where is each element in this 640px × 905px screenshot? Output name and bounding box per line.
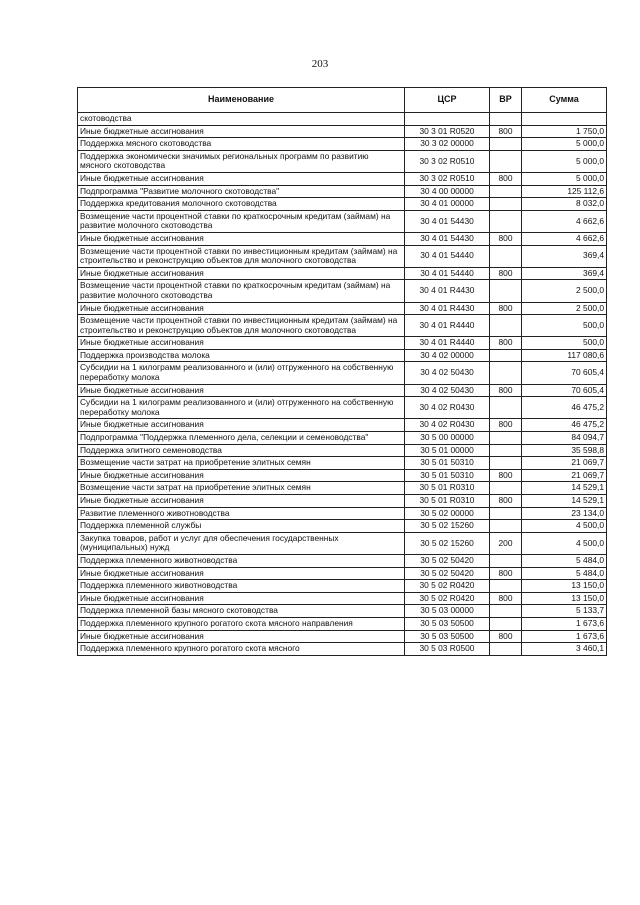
table-row xyxy=(78,280,607,302)
table-row xyxy=(78,643,607,656)
row-name-cell: Возмещение части процентной ставки по краткосрочным кредитам (займам) на развитие молочного скотоводства xyxy=(78,280,405,302)
page-number: 203 xyxy=(311,58,329,70)
row-sum-cell: 117 080,6 xyxy=(522,349,607,362)
row-csr-cell: 30 5 03 50500 xyxy=(405,617,490,630)
table-row xyxy=(78,419,607,432)
row-sum-cell: 8 032,0 xyxy=(522,198,607,211)
row-sum-cell: 84 094,7 xyxy=(522,432,607,445)
row-vr-cell: 800 xyxy=(490,267,522,280)
table-row xyxy=(78,150,607,172)
row-vr-cell xyxy=(490,280,522,302)
row-vr-cell xyxy=(490,185,522,198)
row-vr-cell: 800 xyxy=(490,172,522,185)
table-row xyxy=(78,125,607,138)
row-vr-cell: 800 xyxy=(490,337,522,350)
row-vr-cell xyxy=(490,507,522,520)
row-sum-cell: 5 484,0 xyxy=(522,554,607,567)
row-sum-cell: 4 662,6 xyxy=(522,232,607,245)
row-name-cell: Подпрограмма "Поддержка племенного дела, селекции и семеноводства" xyxy=(78,432,405,445)
row-sum-cell: 13 150,0 xyxy=(522,580,607,593)
row-sum-cell: 13 150,0 xyxy=(522,592,607,605)
table-row xyxy=(78,349,607,362)
table-row xyxy=(78,580,607,593)
row-sum-cell: 5 133,7 xyxy=(522,605,607,618)
row-name-cell: Поддержка племенного животноводства xyxy=(78,580,405,593)
row-sum-cell: 1 673,6 xyxy=(522,630,607,643)
row-sum-cell: 35 598,8 xyxy=(522,444,607,457)
row-sum-cell: 1 750,0 xyxy=(522,125,607,138)
row-name-cell: Поддержка племенного крупного рогатого скота мясного направления xyxy=(78,617,405,630)
row-sum-cell: 14 529,1 xyxy=(522,495,607,508)
header-vr: ВР xyxy=(490,88,522,113)
row-sum-cell: 500,0 xyxy=(522,315,607,337)
row-vr-cell: 800 xyxy=(490,469,522,482)
row-csr-cell: 30 4 01 54430 xyxy=(405,232,490,245)
row-name-cell: Иные бюджетные ассигнования xyxy=(78,302,405,315)
header-name: Наименование xyxy=(78,88,405,113)
row-csr-cell: 30 5 01 R0310 xyxy=(405,482,490,495)
row-vr-cell xyxy=(490,432,522,445)
row-vr-cell: 800 xyxy=(490,125,522,138)
row-csr-cell: 30 4 02 R0430 xyxy=(405,419,490,432)
row-name-cell: Иные бюджетные ассигнования xyxy=(78,125,405,138)
table-row xyxy=(78,482,607,495)
row-sum-cell: 4 662,6 xyxy=(522,210,607,232)
row-sum-cell: 46 475,2 xyxy=(522,419,607,432)
row-name-cell: Иные бюджетные ассигнования xyxy=(78,232,405,245)
table-row xyxy=(78,245,607,267)
row-vr-cell xyxy=(490,457,522,470)
row-csr-cell: 30 5 01 50310 xyxy=(405,469,490,482)
row-name-cell: Возмещение части затрат на приобретение элитных семян xyxy=(78,482,405,495)
row-vr-cell xyxy=(490,362,522,384)
row-sum-cell: 5 000,0 xyxy=(522,172,607,185)
row-vr-cell xyxy=(490,605,522,618)
row-sum-cell: 2 500,0 xyxy=(522,280,607,302)
row-name-cell: Закупка товаров, работ и услуг для обеспечения государственных (муниципальных) нужд xyxy=(78,532,405,554)
row-sum-cell: 21 069,7 xyxy=(522,457,607,470)
row-sum-cell: 1 673,6 xyxy=(522,617,607,630)
table-row xyxy=(78,554,607,567)
row-name-cell: Поддержка экономически значимых региональных программ по развитию мясного скотоводства xyxy=(78,150,405,172)
row-csr-cell: 30 4 01 R4430 xyxy=(405,302,490,315)
row-vr-cell xyxy=(490,113,522,126)
row-sum-cell: 500,0 xyxy=(522,337,607,350)
row-vr-cell: 200 xyxy=(490,532,522,554)
table-row xyxy=(78,605,607,618)
row-name-cell: Поддержка племенного крупного рогатого скота мясного xyxy=(78,643,405,656)
row-sum-cell: 46 475,2 xyxy=(522,397,607,419)
row-name-cell: Иные бюджетные ассигнования xyxy=(78,172,405,185)
header-csr: ЦСР xyxy=(405,88,490,113)
table-row xyxy=(78,520,607,533)
row-name-cell: Иные бюджетные ассигнования xyxy=(78,567,405,580)
row-vr-cell xyxy=(490,150,522,172)
row-csr-cell: 30 4 01 R4440 xyxy=(405,337,490,350)
table-row xyxy=(78,469,607,482)
row-name-cell: Поддержка мясного скотоводства xyxy=(78,138,405,151)
row-csr-cell: 30 3 01 R0520 xyxy=(405,125,490,138)
row-vr-cell: 800 xyxy=(490,567,522,580)
row-vr-cell: 800 xyxy=(490,630,522,643)
row-name-cell: Подпрограмма "Развитие молочного скотоводства" xyxy=(78,185,405,198)
row-name-cell: Иные бюджетные ассигнования xyxy=(78,469,405,482)
row-name-cell: Иные бюджетные ассигнования xyxy=(78,384,405,397)
row-name-cell: скотоводства xyxy=(78,113,405,126)
table-row xyxy=(78,138,607,151)
row-csr-cell: 30 4 00 00000 xyxy=(405,185,490,198)
table-row xyxy=(78,337,607,350)
row-name-cell: Иные бюджетные ассигнования xyxy=(78,592,405,605)
row-name-cell: Иные бюджетные ассигнования xyxy=(78,630,405,643)
row-csr-cell: 30 4 01 00000 xyxy=(405,198,490,211)
row-name-cell: Субсидии на 1 килограмм реализованного и (или) отгруженного на собственную переработку молока xyxy=(78,362,405,384)
row-name-cell: Поддержка производства молока xyxy=(78,349,405,362)
row-csr-cell: 30 4 01 54440 xyxy=(405,267,490,280)
table-body xyxy=(78,113,607,656)
row-sum-cell: 70 605,4 xyxy=(522,384,607,397)
table-row xyxy=(78,457,607,470)
row-sum-cell: 4 500,0 xyxy=(522,532,607,554)
table-row xyxy=(78,592,607,605)
row-csr-cell: 30 4 02 R0430 xyxy=(405,397,490,419)
row-vr-cell xyxy=(490,349,522,362)
row-csr-cell xyxy=(405,113,490,126)
row-name-cell: Возмещение части затрат на приобретение элитных семян xyxy=(78,457,405,470)
row-name-cell: Иные бюджетные ассигнования xyxy=(78,337,405,350)
row-name-cell: Возмещение части процентной ставки по инвестиционным кредитам (займам) на строительство и реконструкцию объектов для молочного скотоводства xyxy=(78,245,405,267)
row-csr-cell: 30 5 01 R0310 xyxy=(405,495,490,508)
row-csr-cell: 30 5 00 00000 xyxy=(405,432,490,445)
row-name-cell: Поддержка элитного семеноводства xyxy=(78,444,405,457)
row-sum-cell: 2 500,0 xyxy=(522,302,607,315)
table-row xyxy=(78,172,607,185)
row-name-cell: Возмещение части процентной ставки по инвестиционным кредитам (займам) на строительство и реконструкцию объектов для молочного скотоводства xyxy=(78,315,405,337)
table-row xyxy=(78,198,607,211)
row-csr-cell: 30 4 01 R4440 xyxy=(405,315,490,337)
table-row xyxy=(78,210,607,232)
row-vr-cell xyxy=(490,210,522,232)
table-row xyxy=(78,397,607,419)
table-row xyxy=(78,362,607,384)
row-name-cell: Поддержка кредитования молочного скотоводства xyxy=(78,198,405,211)
row-csr-cell: 30 3 02 00000 xyxy=(405,138,490,151)
row-name-cell: Субсидии на 1 килограмм реализованного и (или) отгруженного на собственную переработку молока xyxy=(78,397,405,419)
table-row xyxy=(78,315,607,337)
row-sum-cell xyxy=(522,113,607,126)
row-vr-cell: 800 xyxy=(490,495,522,508)
row-name-cell: Возмещение части процентной ставки по краткосрочным кредитам (займам) на развитие молочного скотоводства xyxy=(78,210,405,232)
table-row xyxy=(78,302,607,315)
row-name-cell: Развитие племенного животноводства xyxy=(78,507,405,520)
row-csr-cell: 30 5 02 50420 xyxy=(405,554,490,567)
table-row xyxy=(78,444,607,457)
table-row xyxy=(78,617,607,630)
row-name-cell: Иные бюджетные ассигнования xyxy=(78,495,405,508)
table-row xyxy=(78,532,607,554)
row-vr-cell xyxy=(490,617,522,630)
table-row xyxy=(78,630,607,643)
table-row xyxy=(78,384,607,397)
row-vr-cell xyxy=(490,554,522,567)
row-vr-cell xyxy=(490,444,522,457)
table-row xyxy=(78,232,607,245)
row-sum-cell: 4 500,0 xyxy=(522,520,607,533)
table-row xyxy=(78,432,607,445)
row-csr-cell: 30 5 01 50310 xyxy=(405,457,490,470)
row-vr-cell: 800 xyxy=(490,232,522,245)
row-vr-cell xyxy=(490,245,522,267)
row-name-cell: Поддержка племенного животноводства xyxy=(78,554,405,567)
row-sum-cell: 21 069,7 xyxy=(522,469,607,482)
row-csr-cell: 30 5 01 00000 xyxy=(405,444,490,457)
row-name-cell: Поддержка племенной базы мясного скотоводства xyxy=(78,605,405,618)
row-csr-cell: 30 5 03 50500 xyxy=(405,630,490,643)
row-sum-cell: 70 605,4 xyxy=(522,362,607,384)
row-vr-cell: 800 xyxy=(490,384,522,397)
row-csr-cell: 30 5 02 R0420 xyxy=(405,592,490,605)
row-sum-cell: 14 529,1 xyxy=(522,482,607,495)
row-vr-cell: 800 xyxy=(490,592,522,605)
row-name-cell: Иные бюджетные ассигнования xyxy=(78,267,405,280)
row-sum-cell: 369,4 xyxy=(522,267,607,280)
row-vr-cell xyxy=(490,482,522,495)
row-sum-cell: 5 000,0 xyxy=(522,138,607,151)
row-vr-cell: 800 xyxy=(490,302,522,315)
table-row xyxy=(78,567,607,580)
row-csr-cell: 30 5 02 50420 xyxy=(405,567,490,580)
row-csr-cell: 30 4 01 R4430 xyxy=(405,280,490,302)
row-csr-cell: 30 3 02 R0510 xyxy=(405,150,490,172)
row-csr-cell: 30 4 02 00000 xyxy=(405,349,490,362)
row-name-cell: Иные бюджетные ассигнования xyxy=(78,419,405,432)
row-sum-cell: 5 000,0 xyxy=(522,150,607,172)
table-row xyxy=(78,267,607,280)
budget-table xyxy=(77,87,607,656)
table-row xyxy=(78,113,607,126)
header-sum: Сумма xyxy=(522,88,607,113)
row-sum-cell: 5 484,0 xyxy=(522,567,607,580)
table-row xyxy=(78,185,607,198)
row-csr-cell: 30 5 02 15260 xyxy=(405,532,490,554)
row-csr-cell: 30 4 02 50430 xyxy=(405,384,490,397)
row-vr-cell xyxy=(490,315,522,337)
row-csr-cell: 30 5 02 00000 xyxy=(405,507,490,520)
row-csr-cell: 30 5 03 00000 xyxy=(405,605,490,618)
row-name-cell: Поддержка племенной службы xyxy=(78,520,405,533)
table-header-row xyxy=(78,88,607,113)
row-csr-cell: 30 5 02 R0420 xyxy=(405,580,490,593)
row-csr-cell: 30 4 01 54440 xyxy=(405,245,490,267)
row-sum-cell: 125 112,6 xyxy=(522,185,607,198)
table-row xyxy=(78,495,607,508)
row-vr-cell xyxy=(490,138,522,151)
row-csr-cell: 30 5 02 15260 xyxy=(405,520,490,533)
row-vr-cell xyxy=(490,643,522,656)
row-csr-cell: 30 4 01 54430 xyxy=(405,210,490,232)
table-row xyxy=(78,507,607,520)
row-sum-cell: 23 134,0 xyxy=(522,507,607,520)
row-vr-cell xyxy=(490,397,522,419)
row-vr-cell xyxy=(490,580,522,593)
row-vr-cell xyxy=(490,198,522,211)
row-vr-cell: 800 xyxy=(490,419,522,432)
row-sum-cell: 369,4 xyxy=(522,245,607,267)
row-csr-cell: 30 4 02 50430 xyxy=(405,362,490,384)
row-csr-cell: 30 5 03 R0500 xyxy=(405,643,490,656)
row-sum-cell: 3 460,1 xyxy=(522,643,607,656)
row-vr-cell xyxy=(490,520,522,533)
row-csr-cell: 30 3 02 R0510 xyxy=(405,172,490,185)
